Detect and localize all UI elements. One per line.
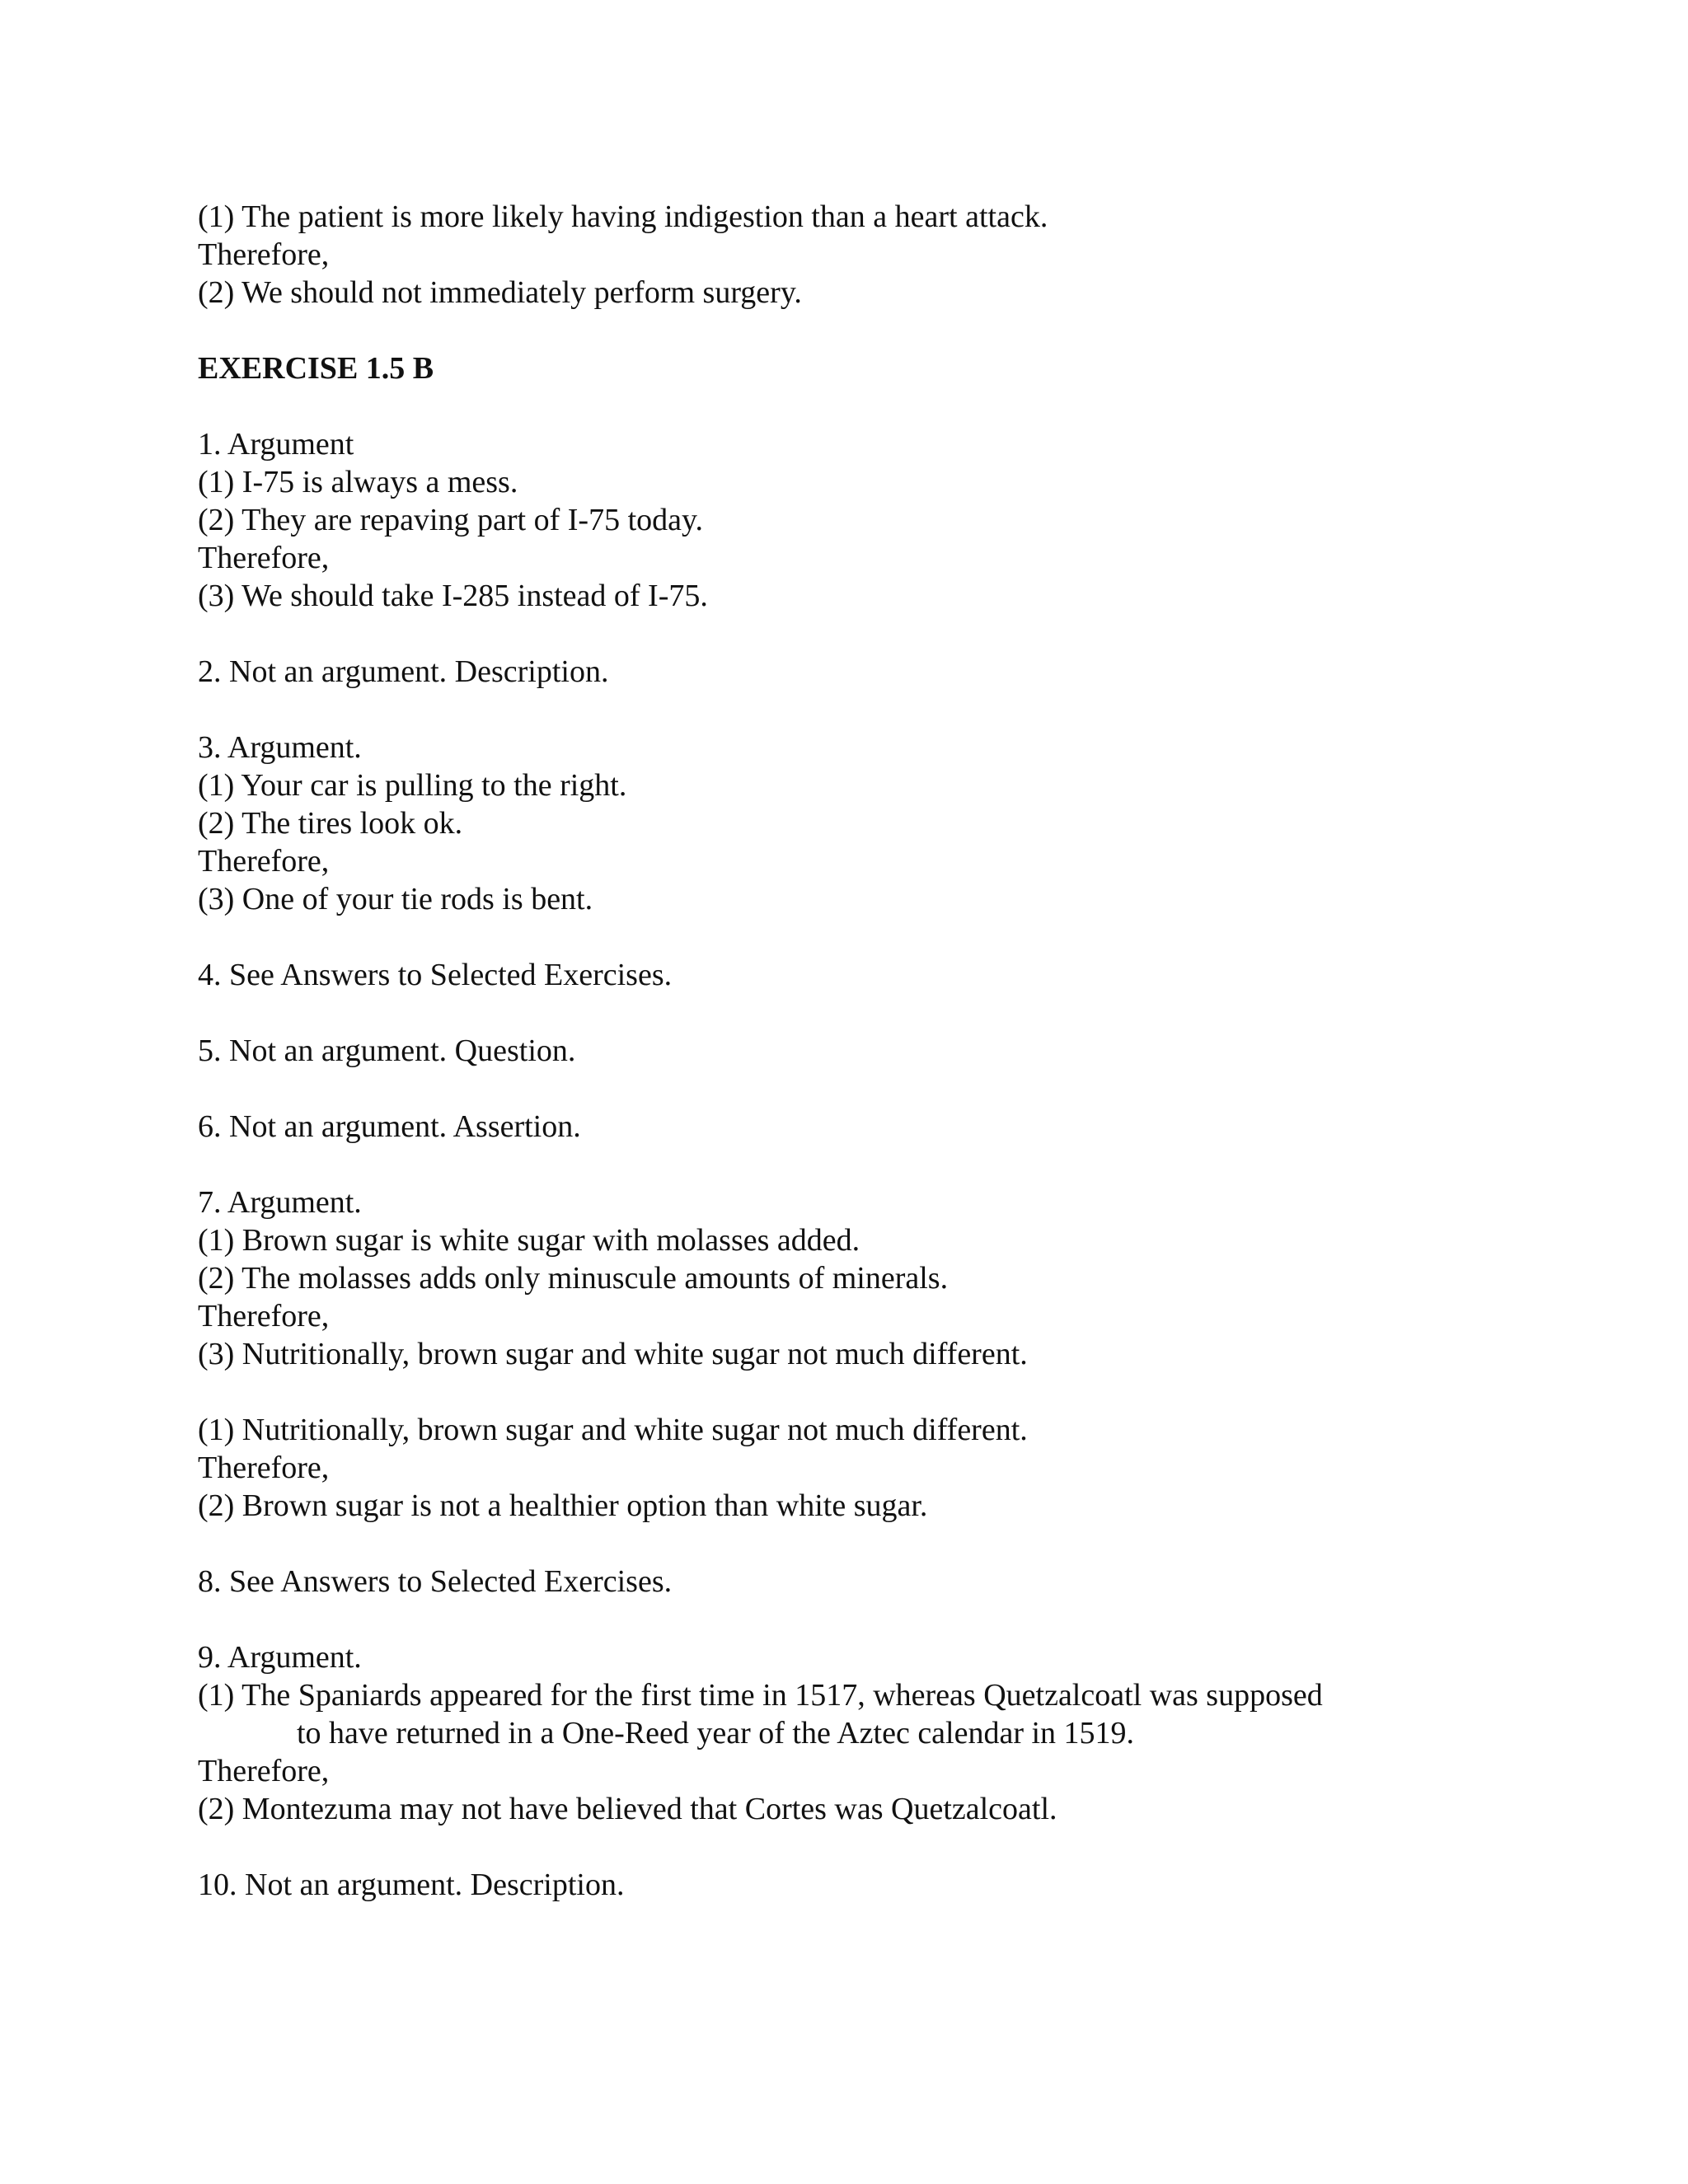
item-line: Therefore, <box>198 1451 330 1485</box>
spacer <box>198 387 1484 425</box>
spacer <box>198 1373 1484 1411</box>
item-line: (1) The Spaniards appeared for the first time in 1517, whereas Quetzalcoatl was supposed <box>198 1678 1323 1713</box>
item-line: (1) Your car is pulling to the right. <box>198 768 627 803</box>
exercise-item-1 <box>198 425 1484 615</box>
document-body <box>198 198 1484 1904</box>
spacer <box>198 1601 1484 1638</box>
intro-premise: (1) The patient is more likely having indigestion than a heart attack. <box>198 199 1048 234</box>
exercise-item-9 <box>198 1638 1484 1828</box>
spacer <box>198 615 1484 653</box>
item-line: 5. Not an argument. Question. <box>198 1033 576 1068</box>
item-line-continued: to have returned in a One-Reed year of the Aztec calendar in 1519. <box>297 1716 1135 1750</box>
spacer <box>198 1070 1484 1108</box>
item-line: 10. Not an argument. Description. <box>198 1868 625 1902</box>
item-line: (2) They are repaving part of I-75 today. <box>198 503 704 537</box>
spacer <box>198 691 1484 729</box>
item-line: 4. See Answers to Selected Exercises. <box>198 958 673 992</box>
item-line: Therefore, <box>198 844 330 879</box>
spacer <box>198 1828 1484 1866</box>
intro-therefore: Therefore, <box>198 237 330 272</box>
item-line: (2) The molasses adds only minuscule amounts of minerals. <box>198 1261 949 1296</box>
item-line: (3) Nutritionally, brown sugar and white sugar not much different. <box>198 1337 1028 1371</box>
item-line: Therefore, <box>198 541 330 575</box>
item-line: (1) Nutritionally, brown sugar and white sugar not much different. <box>198 1413 1028 1447</box>
exercise-item-8 <box>198 1563 1484 1601</box>
item-line: 3. Argument. <box>198 730 362 765</box>
spacer <box>198 1525 1484 1563</box>
item-line: (2) Montezuma may not have believed that Cortes was Quetzalcoatl. <box>198 1792 1057 1826</box>
exercise-item-6 <box>198 1108 1484 1146</box>
exercise-item-5 <box>198 1032 1484 1070</box>
item-line: Therefore, <box>198 1299 330 1333</box>
exercise-item-7-continued <box>198 1411 1484 1525</box>
item-line: (2) Brown sugar is not a healthier option than white sugar. <box>198 1488 928 1523</box>
item-line: Therefore, <box>198 1754 330 1788</box>
item-line: 6. Not an argument. Assertion. <box>198 1109 581 1144</box>
item-line: 2. Not an argument. Description. <box>198 654 609 689</box>
item-line: 8. See Answers to Selected Exercises. <box>198 1564 673 1599</box>
item-line: (3) One of your tie rods is bent. <box>198 882 593 916</box>
spacer <box>198 994 1484 1032</box>
spacer <box>198 1146 1484 1183</box>
item-line: (1) Brown sugar is white sugar with molasses added. <box>198 1223 860 1258</box>
intro-conclusion: (2) We should not immediately perform surgery. <box>198 275 802 310</box>
item-line: (3) We should take I-285 instead of I-75. <box>198 579 708 613</box>
exercise-item-10 <box>198 1866 1484 1904</box>
exercise-item-4 <box>198 956 1484 994</box>
item-line: 1. Argument <box>198 427 354 462</box>
exercise-item-2 <box>198 653 1484 691</box>
exercise-item-7 <box>198 1183 1484 1373</box>
exercise-heading: EXERCISE 1.5 B <box>198 351 434 386</box>
item-line: 7. Argument. <box>198 1185 362 1220</box>
item-line: (2) The tires look ok. <box>198 806 463 841</box>
exercise-item-3 <box>198 729 1484 918</box>
item-line: (1) I-75 is always a mess. <box>198 465 518 499</box>
spacer <box>198 918 1484 956</box>
item-line: 9. Argument. <box>198 1640 362 1675</box>
spacer <box>198 312 1484 349</box>
intro-block <box>198 198 1484 312</box>
